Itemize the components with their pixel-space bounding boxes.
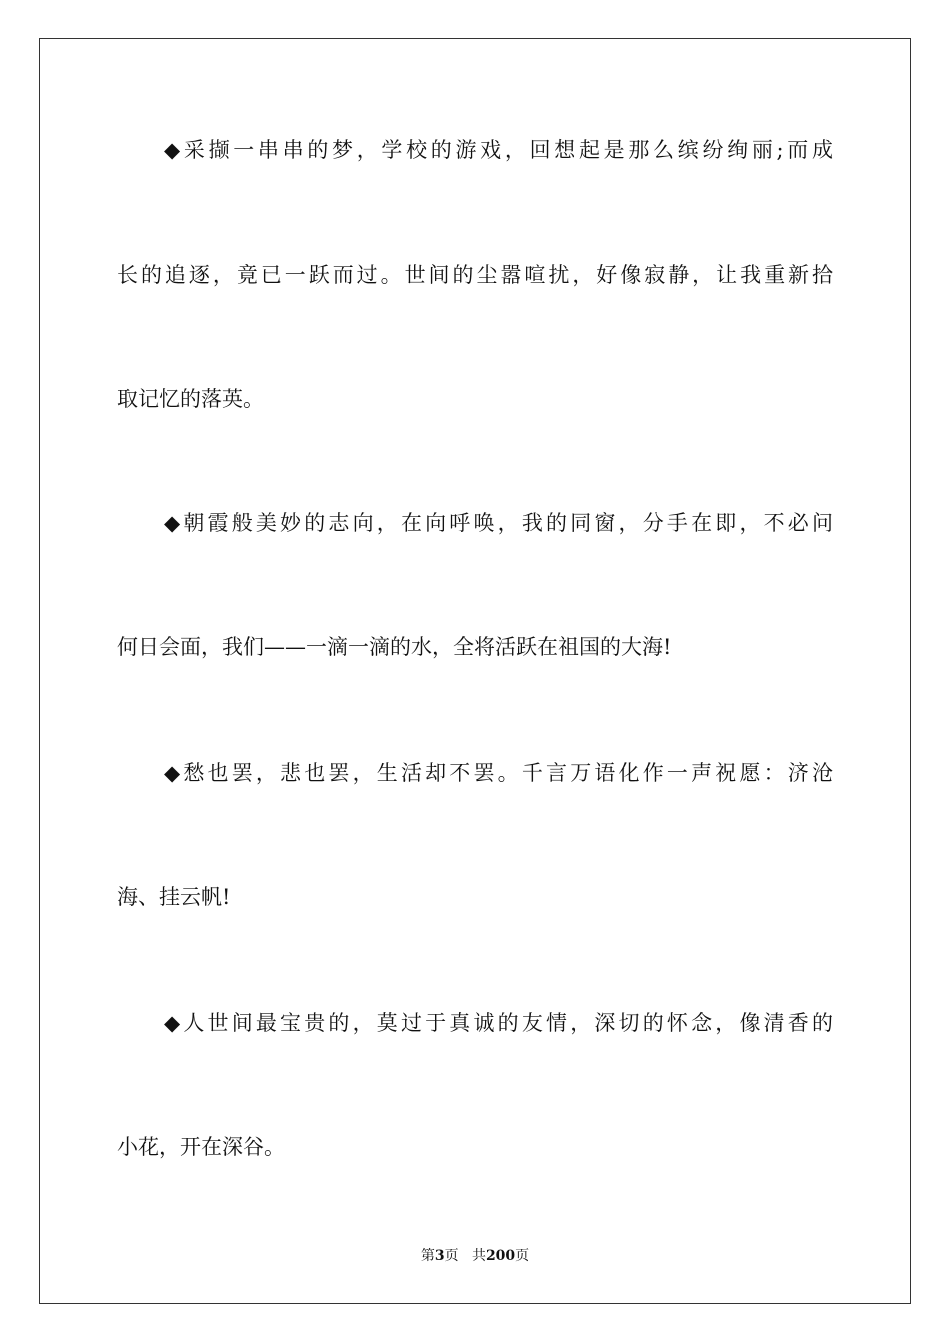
current-page-number: 3 xyxy=(434,1248,445,1264)
footer-page-unit: 页 xyxy=(444,1248,459,1264)
total-pages-number: 200 xyxy=(485,1248,516,1264)
page-border xyxy=(39,38,911,1304)
paragraph-1-line-1: ◆采撷一串串的梦，学校的游戏，回想起是那么缤纷绚丽;而成 xyxy=(164,138,833,162)
footer-total-unit: 页 xyxy=(515,1248,530,1264)
paragraph-1-line-3: 取记忆的落英。 xyxy=(117,387,264,411)
paragraph-4-line-2: 小花，开在深谷。 xyxy=(117,1135,285,1159)
paragraph-4-line-1: ◆人世间最宝贵的，莫过于真诚的友情，深切的怀念，像清香的 xyxy=(164,1011,833,1035)
paragraph-3-line-1: ◆愁也罢，悲也罢，生活却不罢。千言万语化作一声祝愿：济沧 xyxy=(164,761,833,785)
paragraph-1-line-2: 长的追逐，竟已一跃而过。世间的尘嚣喧扰，好像寂静，让我重新拾 xyxy=(117,263,833,287)
paragraph-2-line-1: ◆朝霞般美妙的志向，在向呼唤，我的同窗，分手在即，不必问 xyxy=(164,511,833,535)
paragraph-3-line-2: 海、挂云帆! xyxy=(117,885,231,909)
footer-total-prefix: 共 xyxy=(471,1248,486,1264)
page-footer xyxy=(0,1246,950,1266)
footer-prefix: 第 xyxy=(420,1248,435,1264)
paragraph-2-line-2: 何日会面，我们——一滴一滴的水，全将活跃在祖国的大海! xyxy=(117,635,672,659)
